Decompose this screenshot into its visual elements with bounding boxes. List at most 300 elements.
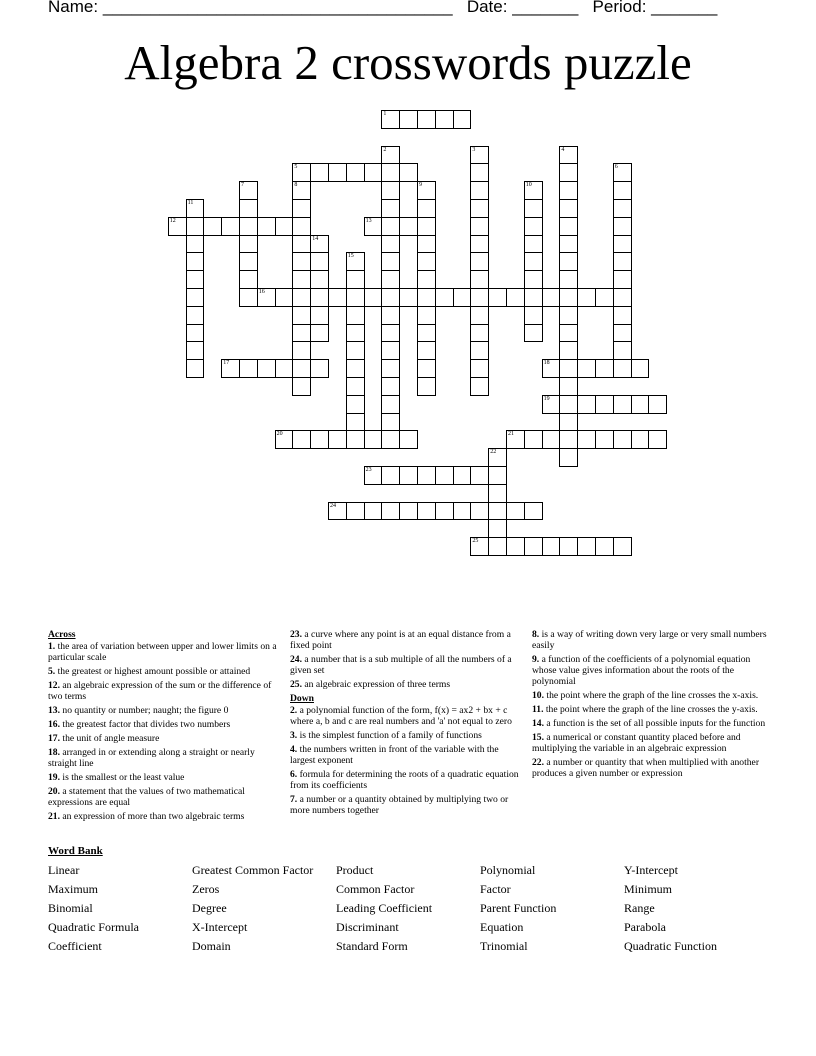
clue-number: 5 <box>294 164 298 171</box>
clue-label: 2. <box>290 705 298 716</box>
grid-cell[interactable] <box>524 270 543 289</box>
grid-cell[interactable] <box>381 324 400 343</box>
grid-cell[interactable] <box>381 502 400 521</box>
grid-cell[interactable] <box>488 519 507 538</box>
grid-cell[interactable] <box>524 181 543 200</box>
clue-item: 15. a numerical or constant quantity placed before and multiplying the variable in an algebraic expression <box>532 732 741 754</box>
grid-cell[interactable] <box>470 146 489 165</box>
grid-cell[interactable] <box>453 502 472 521</box>
grid-cell[interactable] <box>275 217 294 236</box>
grid-cell[interactable] <box>559 199 578 218</box>
grid-cell[interactable] <box>328 430 347 449</box>
grid-cell[interactable] <box>381 413 400 432</box>
clue-item: 5. the greatest or highest amount possible or attained <box>48 666 251 677</box>
grid-cell[interactable] <box>506 537 525 556</box>
grid-cell[interactable] <box>346 430 365 449</box>
grid-cell[interactable] <box>221 217 240 236</box>
grid-cell[interactable] <box>470 235 489 254</box>
grid-cell[interactable] <box>346 306 365 325</box>
grid-cell[interactable] <box>186 324 205 343</box>
grid-cell[interactable] <box>470 217 489 236</box>
grid-cell[interactable] <box>310 359 329 378</box>
grid-cell[interactable] <box>381 163 400 182</box>
grid-cell[interactable] <box>417 217 436 236</box>
period-label: Period: <box>592 0 647 16</box>
word-bank-item: Trinomial <box>480 939 528 953</box>
grid-cell[interactable] <box>381 181 400 200</box>
grid-cell[interactable] <box>595 395 614 414</box>
grid-cell[interactable] <box>275 430 294 449</box>
grid-cell[interactable] <box>488 288 507 307</box>
word-bank-item: Discriminant <box>336 920 399 934</box>
grid-cell[interactable] <box>524 502 543 521</box>
grid-cell[interactable] <box>381 341 400 360</box>
grid-cell[interactable] <box>186 199 205 218</box>
grid-cell[interactable] <box>470 502 489 521</box>
grid-cell[interactable] <box>595 537 614 556</box>
grid-cell[interactable] <box>524 288 543 307</box>
grid-cell[interactable] <box>559 537 578 556</box>
clue-number: 21 <box>508 431 514 438</box>
grid-cell[interactable] <box>613 395 632 414</box>
grid-cell[interactable] <box>292 199 311 218</box>
word-bank-item: Binomial <box>48 901 93 915</box>
clue-number: 1 <box>383 111 387 117</box>
word-bank-item: Polynomial <box>480 863 536 877</box>
grid-cell[interactable] <box>399 502 418 521</box>
date-label: Date: <box>466 0 508 16</box>
grid-cell[interactable] <box>381 217 400 236</box>
clue-number: 13 <box>365 217 372 224</box>
grid-cell[interactable] <box>648 395 667 414</box>
grid-cell[interactable] <box>559 377 578 396</box>
grid-cell[interactable] <box>577 288 596 307</box>
grid-cell[interactable] <box>542 359 561 378</box>
clue-item: 9. a function of the coefficients of a polynomial equation whose value gives information about the roots of the polynomial <box>532 654 751 687</box>
grid-cell[interactable] <box>559 413 578 432</box>
clue-label: 5. <box>48 666 56 677</box>
page-title: Algebra 2 crosswords puzzle <box>124 35 692 90</box>
grid-cell[interactable] <box>364 163 383 182</box>
grid-cell[interactable] <box>613 430 632 449</box>
clue-item: 19. is the smallest or the least value <box>48 772 185 783</box>
grid-cell[interactable] <box>310 252 329 271</box>
grid-cell[interactable] <box>239 252 258 271</box>
grid-cell[interactable] <box>239 235 258 254</box>
grid-cell[interactable] <box>310 270 329 289</box>
grid-cell[interactable] <box>559 448 578 467</box>
grid-cell[interactable] <box>488 484 507 503</box>
clue-item: 24. a number that is a sub multiple of all the numbers of a given set <box>290 654 512 676</box>
clue-item: 8. is a way of writing down very large or very small numbers easily <box>532 629 767 651</box>
grid-cell[interactable] <box>559 306 578 325</box>
word-bank-item: Equation <box>480 920 524 934</box>
clue-item: 16. the greatest factor that divides two numbers <box>48 719 231 730</box>
clue-item: 2. a polynomial function of the form, f(x) = ax2 + bx + c where a, b and c are real numbers and 'a' not equal to zero <box>290 705 512 727</box>
clue-item: 20. a statement that the values of two mathematical expressions are equal <box>48 786 245 808</box>
clue-label: 23. <box>290 629 302 640</box>
grid-cell[interactable] <box>435 288 454 307</box>
grid-cell[interactable] <box>470 377 489 396</box>
grid-cell[interactable] <box>346 252 365 271</box>
word-bank-item: Factor <box>480 882 511 896</box>
clue-label: 14. <box>532 718 544 729</box>
word-bank <box>48 863 768 954</box>
word-bank-item: X-Intercept <box>192 920 248 934</box>
grid-cell[interactable] <box>381 466 400 485</box>
grid-cell[interactable] <box>435 110 454 129</box>
grid-cell[interactable] <box>631 395 650 414</box>
grid-cell[interactable] <box>239 359 258 378</box>
grid-cell[interactable] <box>292 430 311 449</box>
word-bank-item: Domain <box>192 939 231 953</box>
grid-cell[interactable] <box>648 430 667 449</box>
grid-cell[interactable] <box>577 537 596 556</box>
name-label: Name: <box>48 0 99 16</box>
grid-cell[interactable] <box>203 217 222 236</box>
clue-item: 11. the point where the graph of the line crosses the y-axis. <box>532 704 758 715</box>
word-bank-item: Quadratic Function <box>624 939 717 953</box>
name-line[interactable]: _____________________________________ <box>102 0 453 16</box>
clue-item: 13. no quantity or number; naught; the figure 0 <box>48 705 229 716</box>
grid-cell[interactable] <box>381 288 400 307</box>
grid-cell[interactable] <box>470 341 489 360</box>
clue-number: 2 <box>383 146 387 153</box>
grid-cell[interactable] <box>577 395 596 414</box>
grid-cell[interactable] <box>257 359 276 378</box>
word-bank-item: Range <box>624 901 655 915</box>
grid-cell[interactable] <box>239 288 258 307</box>
grid-cell[interactable] <box>470 270 489 289</box>
grid-cell[interactable] <box>488 537 507 556</box>
word-bank-item: Parent Function <box>480 901 557 915</box>
grid-cell[interactable] <box>488 502 507 521</box>
grid-cell[interactable] <box>364 466 383 485</box>
grid-cell[interactable] <box>399 110 418 129</box>
grid-cell[interactable] <box>221 359 240 378</box>
grid-cell[interactable] <box>417 377 436 396</box>
grid-cell[interactable] <box>399 430 418 449</box>
grid-cell[interactable] <box>613 288 632 307</box>
clue-number: 25 <box>472 538 479 545</box>
grid-cell[interactable] <box>613 341 632 360</box>
clue-number: 11 <box>187 200 194 206</box>
grid-cell[interactable] <box>381 430 400 449</box>
grid-cell[interactable] <box>381 306 400 325</box>
grid-cell[interactable] <box>346 502 365 521</box>
grid-cell[interactable] <box>239 270 258 289</box>
grid-cell[interactable] <box>524 235 543 254</box>
grid-cell[interactable] <box>292 163 311 182</box>
grid-cell[interactable] <box>470 537 489 556</box>
grid-cell[interactable] <box>559 252 578 271</box>
grid-cell[interactable] <box>470 466 489 485</box>
grid-cell[interactable] <box>435 466 454 485</box>
grid-cell[interactable] <box>292 217 311 236</box>
grid-cell[interactable] <box>470 324 489 343</box>
grid-cell[interactable] <box>292 288 311 307</box>
grid-cell[interactable] <box>292 252 311 271</box>
grid-cell[interactable] <box>381 146 400 165</box>
grid-cell[interactable] <box>346 395 365 414</box>
grid-cell[interactable] <box>417 502 436 521</box>
clue-number: 17 <box>223 360 230 367</box>
grid-cell[interactable] <box>275 288 294 307</box>
grid-cell[interactable] <box>381 252 400 271</box>
grid-cell[interactable] <box>257 288 276 307</box>
grid-cell[interactable] <box>506 502 525 521</box>
grid-cell[interactable] <box>559 163 578 182</box>
grid-cell[interactable] <box>381 199 400 218</box>
grid-cell[interactable] <box>524 252 543 271</box>
grid-cell[interactable] <box>559 270 578 289</box>
grid-cell[interactable] <box>542 288 561 307</box>
grid-cell[interactable] <box>346 270 365 289</box>
grid-cell[interactable] <box>470 181 489 200</box>
grid-cell[interactable] <box>417 359 436 378</box>
grid-cell[interactable] <box>346 163 365 182</box>
grid-cell[interactable] <box>470 252 489 271</box>
grid-cell[interactable] <box>292 359 311 378</box>
grid-cell[interactable] <box>595 359 614 378</box>
grid-cell[interactable] <box>488 466 507 485</box>
grid-cell[interactable] <box>257 217 276 236</box>
grid-cell[interactable] <box>524 217 543 236</box>
grid-cell[interactable] <box>470 288 489 307</box>
grid-cell[interactable] <box>559 324 578 343</box>
grid-cell[interactable] <box>417 341 436 360</box>
clue-item: 22. a number or quantity that when multiplied with another produces a given number or expression <box>532 757 760 779</box>
grid-cell[interactable] <box>559 341 578 360</box>
grid-cell[interactable] <box>435 502 454 521</box>
grid-cell[interactable] <box>506 430 525 449</box>
clue-item: 10. the point where the graph of the line crosses the x-axis. <box>532 690 759 701</box>
clue-number: 14 <box>312 235 319 242</box>
grid-cell[interactable] <box>524 430 543 449</box>
word-bank-item: Parabola <box>624 920 666 934</box>
grid-cell[interactable] <box>453 466 472 485</box>
grid-cell[interactable] <box>613 324 632 343</box>
grid-cell[interactable] <box>186 217 205 236</box>
grid-cell[interactable] <box>453 288 472 307</box>
grid-cell[interactable] <box>506 288 525 307</box>
grid-cell[interactable] <box>613 270 632 289</box>
period-line[interactable]: _______ <box>651 0 718 16</box>
grid-cell[interactable] <box>559 288 578 307</box>
grid-cell[interactable] <box>239 217 258 236</box>
grid-cell[interactable] <box>470 163 489 182</box>
grid-cell[interactable] <box>381 359 400 378</box>
grid-cell[interactable] <box>186 270 205 289</box>
word-bank-item: Coefficient <box>48 939 102 953</box>
grid-cell[interactable] <box>399 466 418 485</box>
clue-label: 16. <box>48 719 60 730</box>
clue-label: 15. <box>532 732 544 743</box>
grid-cell[interactable] <box>399 163 418 182</box>
clue-number: 10 <box>525 182 532 189</box>
word-bank-item: Minimum <box>624 882 673 896</box>
grid-cell[interactable] <box>292 235 311 254</box>
grid-cell[interactable] <box>328 288 347 307</box>
grid-cell[interactable] <box>470 306 489 325</box>
clue-label: 10. <box>532 690 544 701</box>
grid-cell[interactable] <box>346 413 365 432</box>
grid-cell[interactable] <box>381 377 400 396</box>
grid-cell[interactable] <box>613 199 632 218</box>
grid-cell[interactable] <box>399 217 418 236</box>
grid-cell[interactable] <box>292 377 311 396</box>
clues-column-3 <box>532 629 772 782</box>
grid-cell[interactable] <box>524 306 543 325</box>
clue-label: 19. <box>48 772 60 783</box>
grid-cell[interactable] <box>186 306 205 325</box>
grid-cell[interactable] <box>470 359 489 378</box>
grid-cell[interactable] <box>186 288 205 307</box>
grid-cell[interactable] <box>577 359 596 378</box>
grid-cell[interactable] <box>292 341 311 360</box>
clue-item: 1. the area of variation between upper and lower limits on a particular scale <box>48 641 277 663</box>
grid-cell[interactable] <box>346 377 365 396</box>
clue-number: 9 <box>419 182 422 189</box>
word-bank-item: Degree <box>192 901 227 915</box>
grid-cell[interactable] <box>417 324 436 343</box>
grid-cell[interactable] <box>381 270 400 289</box>
word-bank-item: Leading Coefficient <box>336 901 433 915</box>
clue-label: 9. <box>532 654 540 665</box>
word-bank-item: Common Factor <box>336 882 415 896</box>
clue-number: 24 <box>330 502 336 509</box>
grid-cell[interactable] <box>292 270 311 289</box>
grid-cell[interactable] <box>364 502 383 521</box>
grid-cell[interactable] <box>364 288 383 307</box>
grid-cell[interactable] <box>470 199 489 218</box>
clue-label: 7. <box>290 794 298 805</box>
date-line[interactable]: _______ <box>512 0 579 16</box>
grid-cell[interactable] <box>186 341 205 360</box>
clue-label: 6. <box>290 769 298 780</box>
grid-cell[interactable] <box>310 324 329 343</box>
clue-item: 4. the numbers written in front of the variable with the largest exponent <box>290 744 499 766</box>
grid-cell[interactable] <box>595 430 614 449</box>
grid-cell[interactable] <box>239 181 258 200</box>
grid-cell[interactable] <box>417 466 436 485</box>
grid-cell[interactable] <box>631 430 650 449</box>
grid-cell[interactable] <box>595 288 614 307</box>
grid-cell[interactable] <box>613 163 632 182</box>
grid-cell[interactable] <box>542 395 561 414</box>
grid-cell[interactable] <box>417 235 436 254</box>
grid-cell[interactable] <box>381 110 400 129</box>
clue-item: 25. an algebraic expression of three terms <box>290 679 451 690</box>
grid-cell[interactable] <box>559 181 578 200</box>
grid-cell[interactable] <box>310 235 329 254</box>
grid-cell[interactable] <box>613 359 632 378</box>
word-bank-item: Product <box>336 863 374 877</box>
grid-cell[interactable] <box>328 163 347 182</box>
grid-cell[interactable] <box>328 502 347 521</box>
clue-number: 3 <box>472 146 476 153</box>
grid-cell[interactable] <box>346 359 365 378</box>
grid-cell[interactable] <box>417 199 436 218</box>
clue-number: 6 <box>614 164 618 171</box>
grid-cell[interactable] <box>292 306 311 325</box>
grid-cell[interactable] <box>559 217 578 236</box>
across-heading: Across <box>48 629 76 640</box>
clue-label: 3. <box>290 730 298 741</box>
clue-number: 22 <box>490 449 497 456</box>
clue-number: 7 <box>241 182 244 189</box>
grid-cell[interactable] <box>613 181 632 200</box>
grid-cell[interactable] <box>631 359 650 378</box>
grid-cell[interactable] <box>542 430 561 449</box>
grid-cell[interactable] <box>613 252 632 271</box>
grid-cell[interactable] <box>613 537 632 556</box>
grid-cell[interactable] <box>542 537 561 556</box>
grid-cell[interactable] <box>488 448 507 467</box>
grid-cell[interactable] <box>417 110 436 129</box>
grid-cell[interactable] <box>559 430 578 449</box>
word-bank-item: Quadratic Formula <box>48 920 139 934</box>
grid-cell[interactable] <box>346 341 365 360</box>
grid-cell[interactable] <box>524 324 543 343</box>
grid-cell[interactable] <box>186 359 205 378</box>
clue-item: 23. a curve where any point is at an equal distance from a fixed point <box>290 629 511 651</box>
grid-cell[interactable] <box>559 395 578 414</box>
grid-cell[interactable] <box>310 163 329 182</box>
grid-cell[interactable] <box>559 359 578 378</box>
clue-number: 4 <box>561 146 565 153</box>
grid-cell[interactable] <box>275 359 294 378</box>
grid-cell[interactable] <box>381 235 400 254</box>
grid-cell[interactable] <box>524 537 543 556</box>
grid-cell[interactable] <box>577 430 596 449</box>
grid-cell[interactable] <box>186 252 205 271</box>
grid-cell[interactable] <box>364 217 383 236</box>
grid-cell[interactable] <box>310 430 329 449</box>
grid-cell[interactable] <box>239 199 258 218</box>
grid-cell[interactable] <box>310 288 329 307</box>
grid-cell[interactable] <box>346 324 365 343</box>
grid-cell[interactable] <box>453 110 472 129</box>
grid-cell[interactable] <box>417 252 436 271</box>
grid-cell[interactable] <box>399 288 418 307</box>
grid-cell[interactable] <box>310 306 329 325</box>
grid-cell[interactable] <box>524 199 543 218</box>
grid-cell[interactable] <box>364 430 383 449</box>
grid-cell[interactable] <box>168 217 187 236</box>
clue-number: 18 <box>543 360 550 367</box>
clue-label: 11. <box>532 704 544 715</box>
grid-cell[interactable] <box>186 235 205 254</box>
grid-cell[interactable] <box>346 288 365 307</box>
grid-cell[interactable] <box>417 306 436 325</box>
word-bank-item: Greatest Common Factor <box>192 863 314 877</box>
grid-cell[interactable] <box>292 181 311 200</box>
clues-column-2 <box>290 629 520 819</box>
grid-cell[interactable] <box>417 288 436 307</box>
grid-cell[interactable] <box>381 395 400 414</box>
grid-cell[interactable] <box>613 217 632 236</box>
grid-cell[interactable] <box>292 324 311 343</box>
grid-cell[interactable] <box>417 270 436 289</box>
grid-cell[interactable] <box>613 306 632 325</box>
grid-cell[interactable] <box>559 235 578 254</box>
clue-item: 17. the unit of angle measure <box>48 733 160 744</box>
grid-cell[interactable] <box>613 235 632 254</box>
grid-cell[interactable] <box>417 181 436 200</box>
grid-cell[interactable] <box>559 146 578 165</box>
clue-item: 18. arranged in or extending along a straight or nearly straight line <box>48 747 255 769</box>
